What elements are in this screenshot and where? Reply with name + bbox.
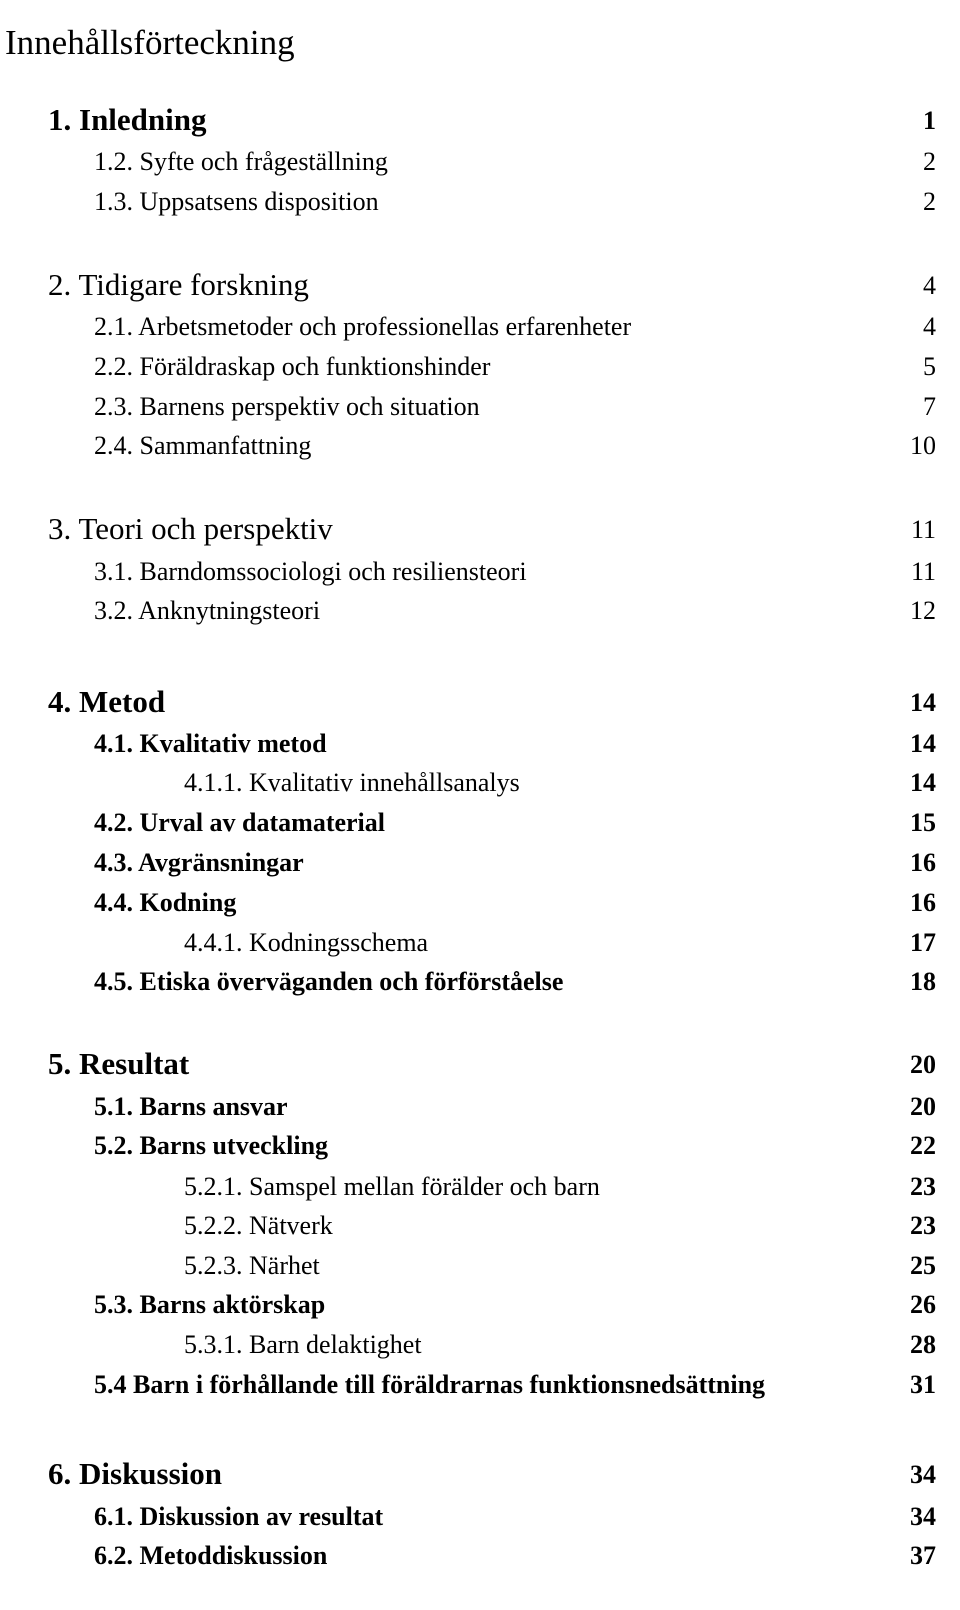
toc-entry-page: 4 <box>923 312 936 341</box>
toc-entry-page: 4 <box>923 271 936 300</box>
toc-entry-label: 5.2.3. Närhet <box>184 1251 320 1280</box>
toc-entry-page: 11 <box>910 515 936 544</box>
toc-entry-page: 11 <box>910 557 936 586</box>
toc-entry-page: 37 <box>910 1541 936 1570</box>
toc-entry-label: 2.2. Föräldraskap och funktionshinder <box>94 352 491 381</box>
toc-entry-label: 5.4 Barn i förhållande till föräldrarnas funktionsnedsättning <box>94 1370 766 1399</box>
toc-entry-label: 1.3. Uppsatsens disposition <box>94 187 379 216</box>
toc-entry-label: 4. Metod <box>48 684 166 719</box>
toc-entry-page: 2 <box>923 187 936 216</box>
toc-entry-label: 5.2.2. Nätverk <box>184 1211 333 1240</box>
toc-entry-page: 18 <box>910 967 936 996</box>
toc-entry-label: 4.2. Urval av datamaterial <box>94 808 386 837</box>
toc-entry-page: 14 <box>910 768 936 797</box>
toc-entry-page: 20 <box>910 1050 936 1079</box>
toc-entry-label: 4.3. Avgränsningar <box>94 848 304 877</box>
toc-entry-label: 4.1. Kvalitativ metod <box>94 729 327 758</box>
toc-entry-page: 31 <box>910 1370 936 1399</box>
toc-entry-page: 14 <box>910 729 936 758</box>
toc-entry-label: 1. Inledning <box>48 102 207 137</box>
toc-entry-page: 28 <box>910 1330 936 1359</box>
toc-entry-label: 4.4. Kodning <box>94 888 237 917</box>
toc-entry-label: 4.4.1. Kodningsschema <box>184 928 429 957</box>
toc-entry-label: 2.1. Arbetsmetoder och professionellas erfarenheter <box>94 312 632 341</box>
toc-entry-page: 2 <box>923 147 936 176</box>
toc-entry-page: 10 <box>910 431 936 460</box>
toc-entry-label: 2. Tidigare forskning <box>48 267 309 302</box>
toc-entry-label: 5. Resultat <box>48 1046 190 1081</box>
toc-entry-page: 23 <box>910 1172 936 1201</box>
toc-entry-page: 34 <box>910 1502 936 1531</box>
toc-entry-label: 1.2. Syfte och frågeställning <box>94 147 388 176</box>
toc-entry-page: 7 <box>923 392 936 421</box>
toc-entry-label: 3.1. Barndomssociologi och resiliensteori <box>94 557 527 586</box>
toc-entry-page: 22 <box>910 1131 936 1160</box>
toc-entry-page: 16 <box>910 848 936 877</box>
toc-entry-label: 2.4. Sammanfattning <box>94 431 312 460</box>
toc-entry-label: 6. Diskussion <box>48 1456 223 1491</box>
toc-entry-page: 5 <box>923 352 936 381</box>
toc-entry-page: 23 <box>910 1211 936 1240</box>
toc-entry-page: 1 <box>923 106 936 135</box>
page-title: Innehållsförteckning <box>5 23 295 63</box>
toc-entry-label: 5.3.1. Barn delaktighet <box>184 1330 422 1359</box>
toc-entry-page: 25 <box>910 1251 936 1280</box>
toc-entry-label: 5.1. Barns ansvar <box>94 1092 288 1121</box>
toc-entry-label: 5.2. Barns utveckling <box>94 1131 329 1160</box>
toc-entry-label: 5.2.1. Samspel mellan förälder och barn <box>184 1172 600 1201</box>
toc-entry-page: 14 <box>910 688 936 717</box>
toc-entry-page: 26 <box>910 1290 936 1319</box>
toc-entry-label: 4.5. Etiska överväganden och förförståelse <box>94 967 564 996</box>
toc-entry-page: 34 <box>910 1460 936 1489</box>
toc-entry-label: 4.1.1. Kvalitativ innehållsanalys <box>184 768 520 797</box>
toc-entry-page: 12 <box>910 596 936 625</box>
toc-entry-label: 6.2. Metoddiskussion <box>94 1541 328 1570</box>
toc-entry-page: 20 <box>910 1092 936 1121</box>
toc-entry-page: 17 <box>910 928 936 957</box>
toc-entry-label: 2.3. Barnens perspektiv och situation <box>94 392 480 421</box>
toc-entry-page: 16 <box>910 888 936 917</box>
toc-entry-label: 6.1. Diskussion av resultat <box>94 1502 384 1531</box>
toc-entry-label: 3. Teori och perspektiv <box>48 511 333 546</box>
toc-entry-page: 15 <box>910 808 936 837</box>
toc-entry-label: 5.3. Barns aktörskap <box>94 1290 326 1319</box>
toc-entry-label: 3.2. Anknytningsteori <box>94 596 321 625</box>
